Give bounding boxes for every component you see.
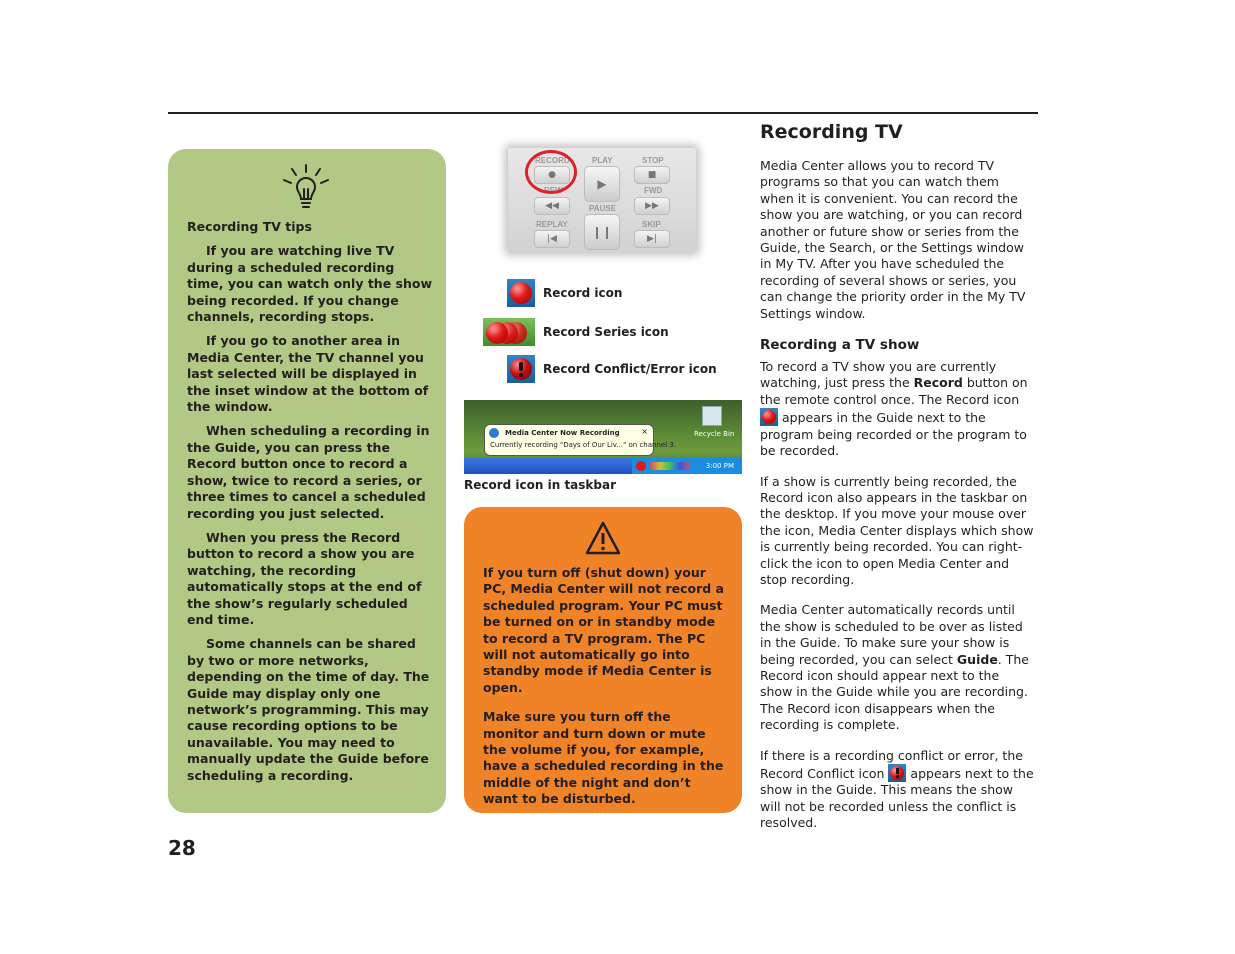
article-paragraph-3: Media Center automatically records until the show is scheduled to be over as listed in the Guide. To make sure your show is being recorded, you can select Guide. The Record icon should appear next to the show in the Guide while you are recording. The Record icon disappears when the recording is complete. [760,602,1029,733]
article-paragraph-4: If there is a recording conflict or error, the Record Conflict icon appears next to the show in the Guide. This means the show will not be recorded unless the conflict is resolved. [760,747,1034,831]
taskbar-screenshot [464,400,742,474]
play-label: PLAY [592,156,613,165]
record-conflict-icon [888,764,906,782]
warning-box [464,507,742,813]
tips-heading: Recording TV tips [187,219,312,234]
page-number: 28 [168,836,196,860]
record-highlight-circle [525,150,577,194]
tip-paragraph: When you press the Record button to record a show you are watching, the recording automatically stops at the end of the show’s regularly scheduled end time. [187,529,422,627]
skip-button: ▶| [634,230,670,248]
fwd-label: FWD [644,186,663,195]
record-label: RECORD [535,156,570,165]
pause-label: PAUSE [589,204,616,213]
lightbulb-icon [280,163,332,215]
pause-button: ❙❙ [584,214,620,250]
article-intro: Media Center allows you to record TV programs so that you can watch them when it is convenient. You can record the show you are watching, or you can record another or future show or series from the Guide, the Search, or the Settings window in My TV. After you have scheduled the recording of several shows or series, you can change the priority order in the My TV Settings window. [760,158,1026,321]
tray-icons [650,462,690,470]
close-icon: × [641,427,648,436]
legend-label: Record Series icon [543,325,669,339]
warning-triangle-icon [585,521,621,555]
article-paragraph-2: If a show is currently being recorded, the Record icon also appears in the taskbar on the desktop. If you move your mouse over the icon, Media Center displays which show is currently being recorded. You can right-click the icon to open Media Center and stop recording. [760,473,1034,587]
article-paragraph-1: To record a TV show you are currently watching, just press the Record button on the remote control once. The Record icon appears in the Guide next to the program being recorded or the program to be recorded. [760,359,1028,459]
recycle-bin-icon [702,406,722,426]
record-icon [760,408,778,426]
rew-label: REW [544,186,563,195]
legend-label: Record Conflict/Error icon [543,362,717,376]
tips-box [168,149,446,813]
article-title: Recording TV [760,121,903,143]
recycle-bin-label: Recycle Bin [694,430,735,438]
record-icon [507,279,535,307]
legend-label: Record icon [543,286,623,300]
remote-control-image [500,140,704,260]
warning-paragraph: If you turn off (shut down) your PC, Media Center will not record a scheduled program. Your PC must be turned on or in standby mode to record a TV program. The PC will not automatically go into standby mode if Media Center is open. [483,565,724,695]
system-tray [632,458,742,474]
replay-button: |◀ [534,230,570,248]
record-conflict-icon [507,355,535,383]
record-series-icon [483,318,535,346]
top-rule [168,112,1038,114]
forward-button: ▶▶ [634,197,670,215]
warning-paragraph: Make sure you turn off the monitor and turn down or mute the volume if you, for example, have a scheduled recording in the middle of the night and don’t want to be disturbed. [483,709,724,807]
taskbar [464,458,742,474]
tip-paragraph: If you are watching live TV during a scheduled recording time, you can watch only the show being recorded. If you change channels, recording stops. [187,243,433,325]
legend-record [507,279,622,307]
article-subheading: Recording a TV show [760,337,920,354]
skip-label: SKIP [642,220,661,229]
info-icon [489,428,499,438]
replay-label: REPLAY [536,220,568,229]
rewind-button: ◀◀ [534,197,570,215]
play-button: ▶ [584,166,620,202]
legend-record-conflict [507,355,717,383]
notification-bubble [484,424,677,456]
tip-paragraph: When scheduling a recording in the Guide, you can press the Record button once to record a show, twice to record a series, or three times to cancel a scheduled recording you just selected. [187,423,430,521]
clock: 3:00 PM [705,462,734,470]
stop-button: ■ [634,166,670,184]
tip-paragraph: If you go to another area in Media Center, the TV channel you last selected will be displayed in the inset window at the bottom of the window. [187,333,429,415]
record-button: ● [534,166,570,184]
stop-label: STOP [642,156,664,165]
bubble-title: Media Center Now Recording [505,429,620,437]
record-icon [636,461,646,471]
taskbar-caption: Record icon in taskbar [464,478,617,492]
legend-record-series [483,318,669,346]
article [760,120,1035,846]
tip-paragraph: Some channels can be shared by two or more networks, depending on the time of day. The Guide may display only one network’s programming. This may cause recording options to be unavailable. You may need to manually update the Guide before scheduling a recording. [187,636,430,783]
bubble-text: Currently recording "Days of Our Liv..." on channel 3. [490,441,677,449]
